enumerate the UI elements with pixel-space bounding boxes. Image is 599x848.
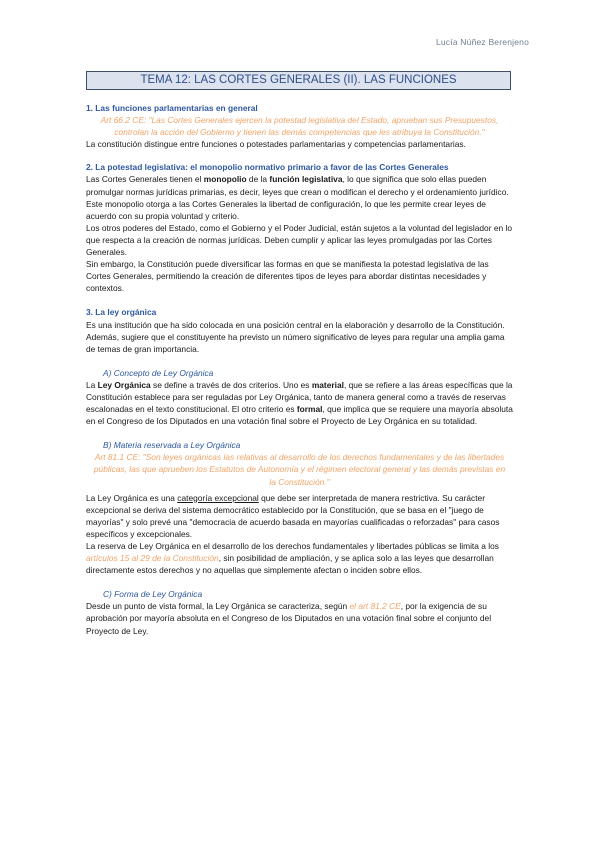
subsection-b-quote: Art 81.1 CE: "Son leyes orgánicas las relativas al desarrollo de los derechos fundamentales y de las libertades públicas, las que aprueben los Estatutos de Autonomía y el régimen electoral general y las demás previstas en la Constitución." — [93, 452, 506, 487]
subsection-b-paragraph-2: La reserva de Ley Orgánica en el desarrollo de los derechos fundamentales y libertades públicas se limita a los artículos 15 al 29 de la Constitución, sin posibilidad de ampliación, y se aplica solo a las leyes que desarrollan directamente estos derechos y no aquellas que simplemente afectan o inciden sobre ellos. — [86, 541, 499, 576]
subsection-c-heading: C) Forma de Ley Orgánica — [103, 589, 203, 600]
section-1-heading: 1. Las funciones parlamentarias en general — [86, 103, 258, 113]
author-name: Lucía Núñez Berenjeno — [435, 37, 529, 47]
section-2-paragraph-1: Las Cortes Generales tienen el monopolio de la función legislativa, lo que significa que solo ellas pueden promulgar normas jurídicas primarias, es decir, leyes que crean o modifican el derecho y el ordenamiento jurídico. Este monopolio otorga a las Cortes Generales la libertad de configuración, lo que les permite crear leyes de acuerdo con su propia voluntad y criterio. — [86, 174, 509, 221]
section-2-heading: 2. La potestad legislativa: el monopolio normativo primario a favor de las Cortes Generales — [86, 162, 449, 173]
section-3-heading: 3. La ley orgánica — [86, 307, 157, 318]
subsection-a-heading: A) Concepto de Ley Orgánica — [103, 367, 214, 378]
funcion-legislativa-term: función legislativa — [269, 174, 343, 185]
monopolio-term: monopolio — [203, 174, 247, 185]
section-1-body: La constitución distingue entre funciones o potestades parlamentarias y competencias parlamentarias. — [86, 139, 466, 150]
subsection-b-heading: B) Materia reservada a Ley Orgánica — [103, 440, 241, 451]
subsection-c-body: Desde un punto de vista formal, la Ley Orgánica se caracteriza, según el art 81.2 CE, por la exigencia de su aprobación por mayoría absoluta en el Congreso de los Diputados en una votación final sobre el conjunto del Proyecto de Ley. — [86, 601, 492, 636]
formal-term: formal — [296, 404, 323, 415]
material-term: material — [311, 379, 344, 390]
document-body — [86, 102, 513, 637]
articles-citation: artículos 15 al 29 de la Constitución — [86, 553, 219, 564]
subsection-b-paragraph-1: La Ley Orgánica es una categoría excepcional que debe ser interpretada de manera restrictiva. Su carácter excepcional se deriva del sistema democrático establecido por la Constitución, que se basa en el "juego de mayorías" y solo prevé una "democracia de acuerdo basada en mayorías cualificadas o reforzadas" para casos específicos y excepcionales. — [86, 492, 500, 539]
section-2-paragraph-3: Sin embargo, la Constitución puede diversificar las formas en que se manifiesta la potestad legislativa de las Cortes Generales, permitiendo la creación de diferentes tipos de leyes para abordar distintas necesidades y contextos. — [86, 259, 489, 294]
ley-organica-term: Ley Orgánica — [97, 379, 151, 390]
categoria-excepcional-term: categoría excepcional — [177, 492, 259, 503]
section-2-paragraph-2: Los otros poderes del Estado, como el Gobierno y el Poder Judicial, están sujetos a la voluntad del legislador en lo que respecta a la creación de normas jurídicas. Deben cumplir y aplicar las leyes promulgadas por las Cortes Generales. — [86, 222, 512, 258]
subsection-a-body: La Ley Orgánica se define a través de dos criterios. Uno es material, que se refiere a las áreas específicas que la Constitución establece para ser reguladas por Ley Orgánica, tanto de manera general como a través de reservas escalonadas en el texto constitucional. El otro criterio es formal, que implica que se requiere una mayoría absoluta en el Congreso de los Diputados en una votación final sobre el Proyecto de Ley Orgánica en su totalidad. — [86, 379, 513, 427]
page-title: TEMA 12: LAS CORTES GENERALES (II). LAS FUNCIONES — [86, 71, 511, 90]
art-81-2-citation: el art 81.2 CE — [349, 601, 401, 612]
section-1-quote: Art 66.2 CE: "Las Cortes Generales ejercen la potestad legislativa del Estado, aprueban sus Presupuestos, controlan la acción del Gobierno y tienen las demás competencias que les atribuya la Constitución." — [100, 115, 499, 138]
section-3-body: Es una institución que ha sido colocada en una posición central en la elaboración y desarrollo de la Constitución. Además, sugiere que el constituyente ha previsto un número significativo de leyes para regular una amplia gama de temas de gran importancia. — [86, 319, 505, 354]
